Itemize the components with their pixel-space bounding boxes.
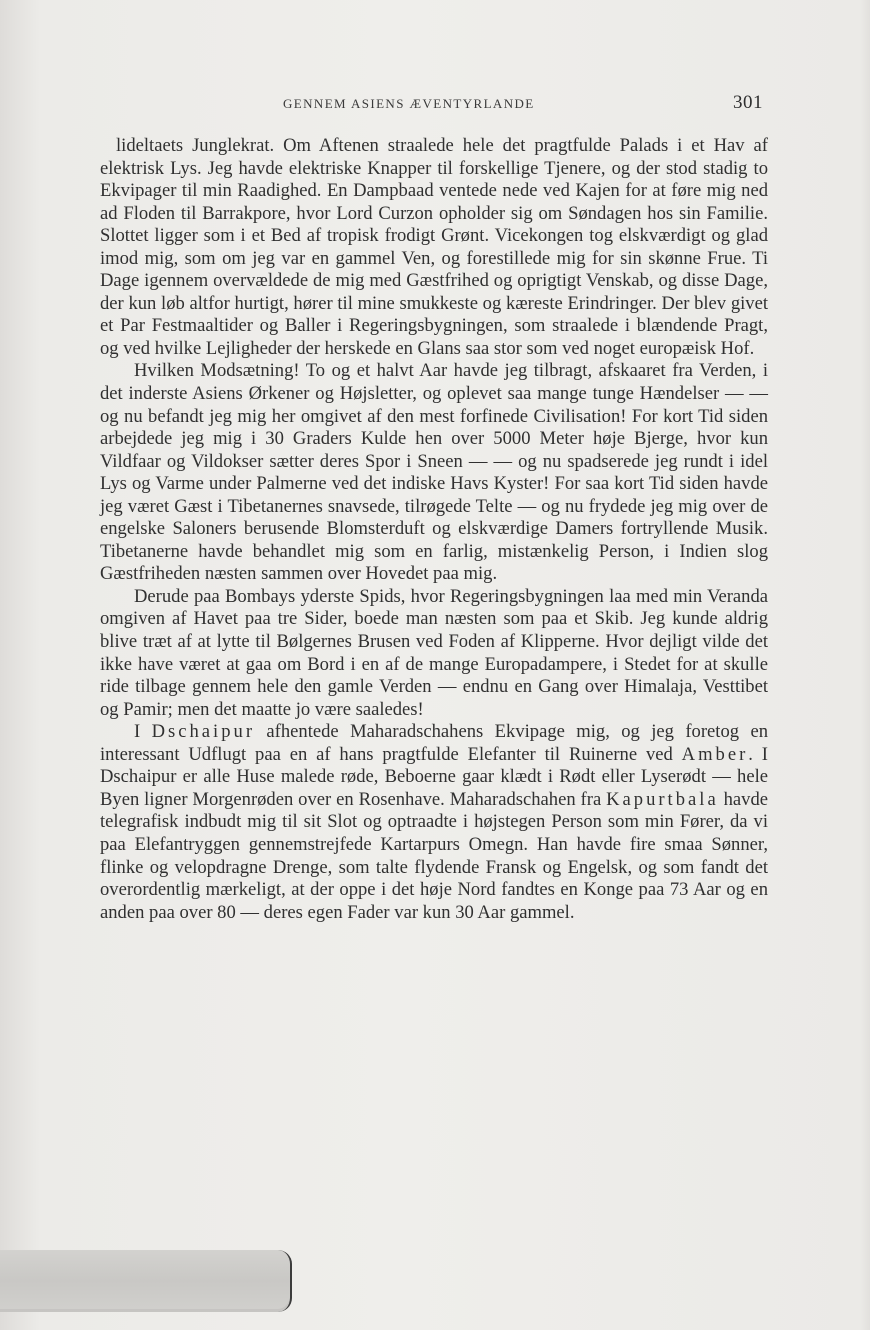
page-number: 301 <box>733 92 763 113</box>
paragraph-4 <box>100 721 768 924</box>
running-title: GENNEM ASIENS ÆVENTYRLANDE <box>283 96 535 111</box>
paragraph-4-part-3: . I Dschaipur er alle Huse malede røde, Beboerne gaar klædt i Rødt eller Lyserødt — hele Byen ligner Morgenrøden over en Rosenhave. Maharadschahen fra <box>100 743 768 810</box>
page-header <box>0 94 870 114</box>
paragraph-1: lideltaets Junglekrat. Om Aftenen straalede hele det pragtfulde Palads i et Hav af elektrisk Lys. Jeg havde elektriske Knapper til forskellige Tjenere, og der stod stadig to Ekvipager til min Raadighed. En Dampbaad ventede nede ved Kajen for at føre mig ned ad Floden til Barrakpore, hvor Lord Curzon opholder sig om Søndagen hos sin Familie. Slottet ligger som i et Bed af tropisk frodigt Grønt. Vicekongen tog elskværdigt og glad imod mig, som om jeg var en gammel Ven, og forestillede mig for sin skønne Frue. Ti Dage igennem overvældede de mig med Gæstfrihed og oprigtigt Venskab, og disse Dage, der kun løb altfor hurtigt, hører til mine smukkeste og kæreste Erindringer. Der blev givet et Par Festmaaltider og Baller i Regeringsbygningen, som straalede i blændende Pragt, og ved hvilke Lejligheder der herskede en Glans saa stor som ved noget europæisk Hof. <box>100 135 768 359</box>
scan-edge-strip <box>0 1250 292 1312</box>
paragraph-3: Derude paa Bombays yderste Spids, hvor Regeringsbygningen laa med min Veranda omgiven af Havet paa tre Sider, boede man næsten som paa et Skib. Jeg kunde aldrig blive træt af at lytte til Bølgernes Brusen ved Foden af Klipperne. Hvor dejligt vilde det ikke have været at gaa om Bord i en af de mange Europadampere, i Stedet for at skulle ride tilbage gennem hele den gamle Verden — endnu en Gang over Himalaja, Vesttibet og Pamir; men det maatte jo være saaledes! <box>100 585 768 720</box>
paragraph-4-part-4: havde telegrafisk indbudt mig til sit Slot og optraadte i højstegen Person som min Fører, da vi paa Elefantryggen gennemstrejfede Kartarpurs Omegn. Han havde fire smaa Sønner, flinke og velopdragne Drenge, som talte flydende Fransk og Engelsk, og som fandt det overordentlig mærkeligt, at der oppe i det høje Nord fandtes en Konge paa 73 Aar og en anden paa over 80 — deres egen Fader var kun 30 Aar gammel. <box>100 788 768 923</box>
paragraph-4-part-2: afhentede Maharadschahens Ekvipage mig, og jeg foretog en interessant Udflugt paa en af hans pragtfulde Elefanter til Ruinerne ved <box>100 721 768 765</box>
paragraph-4-part-1: I <box>134 721 152 743</box>
paragraph-2: Hvilken Modsætning! To og et halvt Aar havde jeg tilbragt, afskaaret fra Verden, i det inderste Asiens Ørkener og Højsletter, og oplevet saa mange tunge Hændelser — — og nu befandt jeg mig her omgivet af den mest forfinede Civilisation! For kort Tid siden arbejdede jeg mig i 30 Graders Kulde hen over 5000 Meter høje Bjerge, hvor kun Vildfaar og Vildokser sætter deres Spor i Sneen — — og nu spadserede jeg rundt i idel Lys og Varme under Palmerne ved det indiske Havs Kyster! For saa kort Tid siden havde jeg været Gæst i Tibetanernes snavsede, tilrøgede Telte — og nu frydede jeg mig over de engelske Saloners berusende Blomsterduft og elskværdige Damers fortryllende Musik. Tibetanerne havde behandlet mig som en farlig, mistænkelig Person, i Indien slog Gæstfriheden næsten sammen over Hovedet paa mig. <box>100 360 768 585</box>
place-name-dschaipur: Dschaipur <box>151 721 256 743</box>
place-name-kapurtbala: Kapurtbala <box>606 788 719 810</box>
place-name-amber: Amber <box>681 743 749 765</box>
body-text <box>100 135 768 924</box>
